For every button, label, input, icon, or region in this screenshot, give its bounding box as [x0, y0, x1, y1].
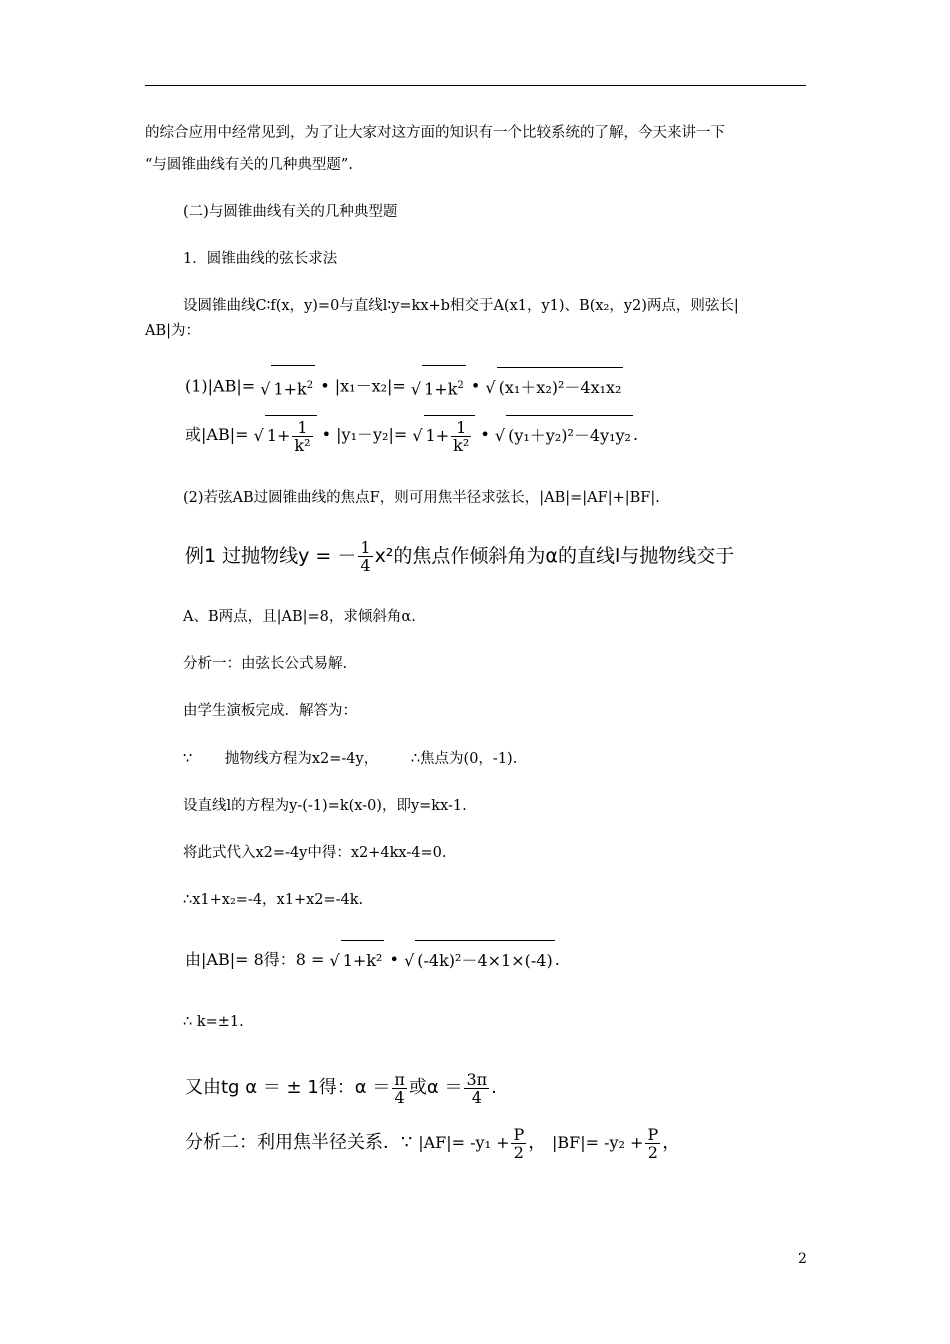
setup-line-2: AB|为：	[145, 323, 201, 339]
sqrt-y-discriminant: √ (y₁＋y₂)²－4y₁y₂	[495, 415, 633, 456]
example-1-statement	[185, 536, 734, 576]
vieta-line: ∴x1+x₂=-4，x1+x2=-4k.	[183, 892, 364, 908]
chord-formula-y: 或|AB|= √ 1+ $\frac{1}{\text{k²}}$ • |y₁－y₂|= √ 1+ $\frac{1}{\text{k²}}$ • √ (y₁＋y₂)²－4y₁y₂ .	[185, 415, 638, 456]
fraction-3pi-over-4: $\frac{3\pi}{4}$	[466, 1069, 488, 1107]
fraction-one-quarter: $\frac{1}{4}$	[360, 538, 371, 575]
fraction-p-over-2-2: $\frac{P}{2}$	[647, 1124, 659, 1162]
example-tail: x²的焦点作倾斜角为α的直线l与抛物线交于	[374, 545, 735, 567]
page-number: 2	[798, 1251, 807, 1267]
substitute-line: 将此式代入x2=-4y中得：x2+4kx-4=0.	[183, 845, 447, 861]
line-equation: 设直线l的方程为y-(-1)=k(x-0)，即y=kx-1.	[183, 798, 467, 814]
analysis-two: 分析二：利用焦半径关系．∵ |AF|= -y₁ + $\frac{P}{2}$ ， |BF|= -y₂ + $\frac{P}{2}$ ，	[185, 1124, 681, 1162]
header-rule	[145, 85, 806, 86]
abs-x-diff: |x₁－x₂|=	[334, 376, 406, 396]
ab8-lead: 由|AB|= 8得：8 =	[185, 950, 325, 969]
fraction-pi-over-4: $\frac{\pi}{4}$	[394, 1069, 405, 1107]
k-result: ∴ k=±1.	[183, 1014, 244, 1030]
example-lead: 例1 过抛物线y = －	[185, 545, 357, 567]
formula2-lead: 或|AB|=	[185, 425, 249, 444]
abs-y-diff: |y₁－y₂|=	[336, 425, 408, 444]
setup-line-1: 设圆锥曲线C∶f(x，y)=0与直线l∶y=kx+b相交于A(x1，y1)、B(x₂，y2)两点，则弦长|	[183, 298, 739, 314]
because-line: ∵ 抛物线方程为x2=-4y， ∴焦点为(0，-1).	[183, 751, 518, 767]
chord-formula-x	[185, 365, 623, 409]
example-line-2: A、B两点，且|AB|=8，求倾斜角α.	[183, 609, 416, 625]
because-symbol: ∵	[183, 751, 193, 767]
section-title: (二)与圆锥曲线有关的几种典型题	[183, 204, 398, 220]
sqrt-one-plus-k2-3: √ 1+k²	[330, 940, 385, 981]
dot-symbol: •	[320, 376, 330, 396]
student-solution-intro: 由学生演板完成．解答为：	[183, 703, 357, 719]
intro-line-2: “与圆锥曲线有关的几种典型题”.	[145, 157, 353, 173]
sqrt-one-plus-inv-k2: √ 1+ $\frac{1}{\text{k²}}$	[254, 415, 317, 456]
intro-line-1: 的综合应用中经常见到，为了让大家对这方面的知识有一个比较系统的了解，今天来讲一下	[145, 125, 725, 141]
sqrt-one-plus-k2: √ $1+k^2$	[260, 365, 315, 409]
dot-symbol-5: •	[389, 950, 399, 969]
ab-equals-8-formula: 由|AB|= 8得：8 = √ 1+k² • √ (-4k)²－4×1×(-4) .	[185, 940, 560, 981]
dot-symbol-4: •	[480, 425, 490, 444]
angle-result: 又由tg α ＝ ± 1得：α ＝ $\frac{\pi}{4}$ 或α ＝ $\frac{3\pi}{4}$ .	[185, 1069, 497, 1107]
formula1-lead: (1)|AB|=	[185, 376, 256, 396]
sqrt-x-discriminant: √ (x₁＋x₂)²－4x₁x₂	[485, 367, 623, 408]
sqrt-one-plus-k2-2: √ $1+k^2$	[411, 365, 466, 409]
sqrt-numeric-discriminant: √ (-4k)²－4×1×(-4)	[404, 940, 555, 981]
dot-symbol-2: •	[470, 376, 481, 396]
fraction-p-over-2: $\frac{P}{2}$	[513, 1124, 525, 1162]
subsection-title: 1．圆锥曲线的弦长求法	[183, 251, 338, 267]
focal-radius-line: (2)若弦AB过圆锥曲线的焦点F，则可用焦半径求弦长，|AB|=|AF|+|BF|.	[183, 490, 660, 506]
sqrt-one-plus-inv-k2-2: √ 1+ $\frac{1}{\text{k²}}$	[412, 415, 475, 456]
analysis-one: 分析一：由弦长公式易解.	[183, 656, 348, 672]
dot-symbol-3: •	[321, 425, 332, 444]
